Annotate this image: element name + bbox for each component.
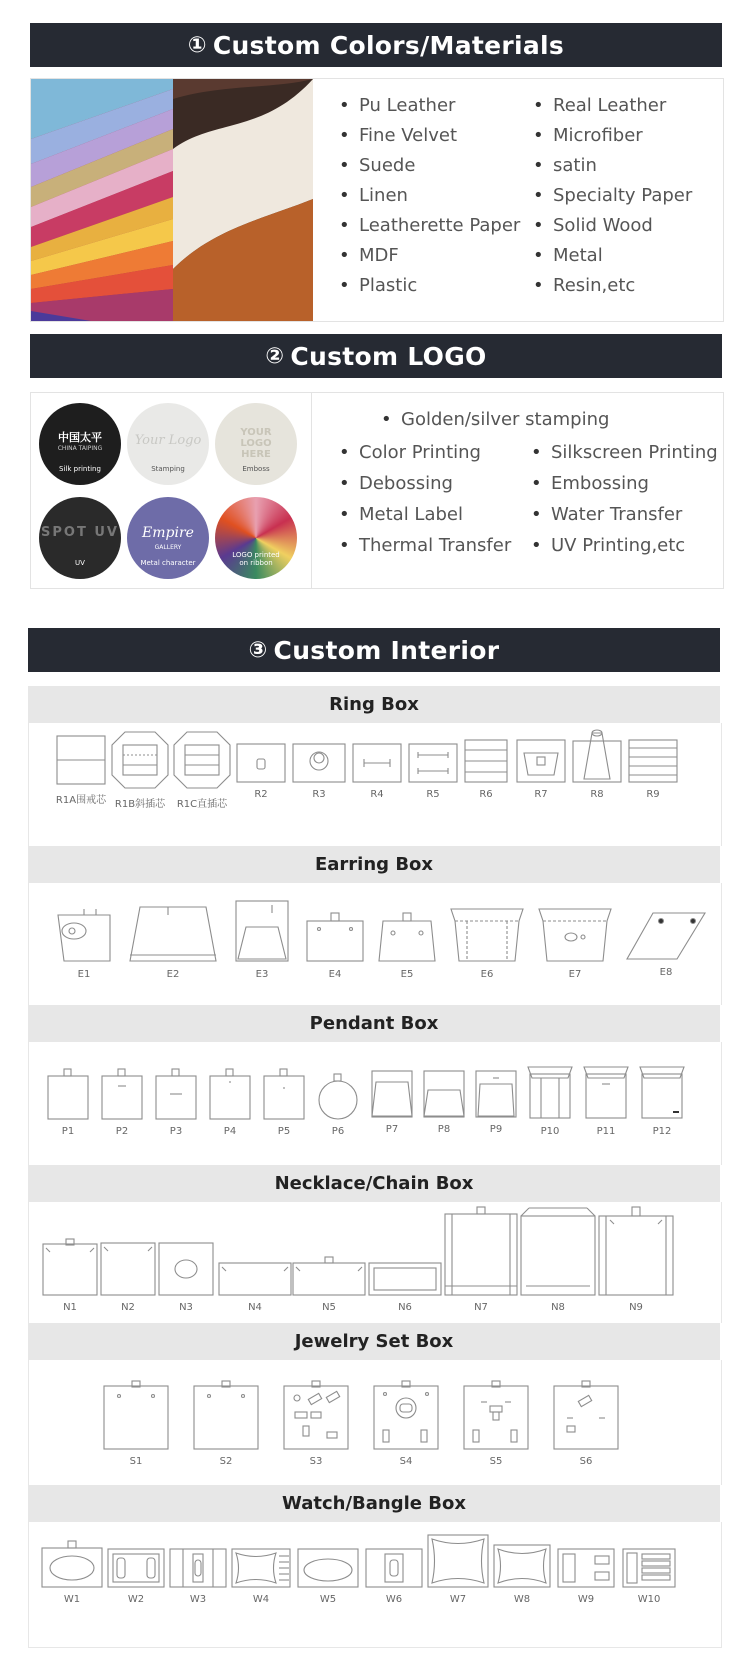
logo-banner — [30, 334, 722, 378]
materials-title: Custom Colors/Materials — [212, 30, 565, 60]
pendant-insert-p4 — [207, 1068, 253, 1137]
ring-box-diagrams — [28, 723, 722, 846]
r6-diagram — [464, 739, 508, 783]
item-label: W5 — [319, 1594, 337, 1605]
pendant-insert-p11 — [581, 1066, 631, 1137]
item-label: N6 — [398, 1302, 412, 1313]
s6-diagram — [553, 1380, 619, 1450]
r2-diagram — [236, 743, 286, 783]
watch-insert-w9 — [555, 1548, 617, 1605]
watch-box-header: Watch/Bangle Box — [28, 1485, 720, 1522]
p4-diagram — [209, 1068, 251, 1120]
e7-diagram — [537, 907, 613, 963]
logo-sample-text: 中国太平 — [58, 431, 102, 444]
necklace-insert-n7 — [443, 1206, 519, 1313]
logo-sample-sub: CHINA TAIPING — [57, 445, 103, 452]
logo-option: • Thermal Transfer — [359, 530, 511, 561]
ring-insert-r6 — [461, 739, 511, 800]
logo-sample-text: Empire — [142, 525, 194, 541]
material-item: • Pu Leather — [359, 91, 520, 121]
item-label: S2 — [219, 1456, 233, 1467]
item-label: W3 — [189, 1594, 207, 1605]
ring-insert-r1c — [171, 731, 233, 810]
logo-caption: LOGO printed on ribbon — [232, 551, 280, 567]
p8-diagram — [423, 1070, 465, 1118]
earring-insert-e4 — [303, 911, 367, 980]
item-label: R1C直插芯 — [176, 799, 228, 810]
item-label: N2 — [121, 1302, 135, 1313]
s4-diagram — [373, 1380, 439, 1450]
materials-list-left — [359, 91, 520, 301]
material-item: • Metal — [553, 241, 692, 271]
ring-insert-r2 — [233, 743, 289, 800]
earring-box-header: Earring Box — [28, 846, 720, 883]
item-label: W6 — [385, 1594, 403, 1605]
materials-banner — [30, 23, 722, 67]
item-label: R9 — [646, 789, 660, 800]
item-label: P10 — [540, 1126, 560, 1137]
item-label: E5 — [400, 969, 414, 980]
earring-box-diagrams — [28, 883, 722, 1005]
item-label: P4 — [223, 1126, 237, 1137]
r1a-diagram — [56, 735, 106, 785]
materials-list-right — [553, 91, 692, 301]
material-item: • Leatherette Paper — [359, 211, 520, 241]
s3-diagram — [283, 1380, 349, 1450]
r1c-diagram — [173, 731, 231, 789]
logo-option: • Metal Label — [359, 499, 511, 530]
material-item: • Solid Wood — [553, 211, 692, 241]
material-item: • Fine Velvet — [359, 121, 520, 151]
ring-box-header: Ring Box — [28, 686, 720, 723]
pendant-insert-p10 — [525, 1066, 575, 1137]
item-label: S1 — [129, 1456, 143, 1467]
logo-sample-ribbon — [215, 497, 297, 579]
material-item: • Suede — [359, 151, 520, 181]
logo-list-left — [359, 437, 511, 561]
earring-insert-e5 — [375, 911, 439, 980]
item-label: N3 — [179, 1302, 193, 1313]
r7-diagram — [516, 739, 566, 783]
logo-sample-sub: GALLERY — [154, 544, 182, 551]
p9-diagram — [475, 1070, 517, 1118]
logo-sample-silk — [39, 403, 121, 485]
item-label: E4 — [328, 969, 342, 980]
w10-diagram — [622, 1548, 676, 1588]
e2-diagram — [128, 905, 218, 963]
item-label: R4 — [370, 789, 384, 800]
logo-caption: UV — [75, 559, 85, 567]
pendant-insert-p8 — [421, 1070, 467, 1135]
ring-insert-r8 — [569, 727, 625, 800]
item-label: N9 — [629, 1302, 643, 1313]
material-item: • satin — [553, 151, 692, 181]
watch-insert-w5 — [295, 1548, 361, 1605]
necklace-insert-n1 — [41, 1238, 99, 1313]
necklace-insert-n4 — [217, 1262, 293, 1313]
n5-diagram — [292, 1256, 366, 1296]
logo-sample-text: SPOT UV — [41, 525, 119, 540]
ring-insert-r7 — [513, 739, 569, 800]
p12-diagram — [639, 1066, 685, 1120]
pendant-box-diagrams — [28, 1042, 722, 1165]
n7-diagram — [444, 1206, 518, 1296]
item-label: P12 — [652, 1126, 672, 1137]
item-label: S4 — [399, 1456, 413, 1467]
watch-insert-w6 — [363, 1548, 425, 1605]
item-label: P1 — [61, 1126, 75, 1137]
pendant-insert-p6 — [315, 1068, 361, 1137]
w7-diagram — [427, 1534, 489, 1588]
item-label: W4 — [252, 1594, 270, 1605]
r8-diagram — [572, 727, 622, 783]
s5-diagram — [463, 1380, 529, 1450]
necklace-insert-n8 — [519, 1206, 597, 1313]
logo-sample-emboss — [215, 403, 297, 485]
logo-panel — [30, 392, 724, 589]
necklace-insert-n9 — [597, 1206, 675, 1313]
item-label: R1B斜插芯 — [114, 799, 166, 810]
set-box-diagrams — [28, 1360, 722, 1485]
p11-diagram — [583, 1066, 629, 1120]
logo-option: • Water Transfer — [551, 499, 718, 530]
logo-caption: Metal character — [140, 559, 196, 567]
item-label: E1 — [77, 969, 91, 980]
necklace-insert-n5 — [291, 1256, 367, 1313]
section-number: ③ — [248, 637, 268, 663]
necklace-box-diagrams — [28, 1202, 722, 1323]
item-label: P6 — [331, 1126, 345, 1137]
n2-diagram — [100, 1242, 156, 1296]
item-label: S6 — [579, 1456, 593, 1467]
necklace-insert-n6 — [367, 1262, 443, 1313]
item-label: P11 — [596, 1126, 616, 1137]
set-insert-s5 — [461, 1380, 531, 1467]
watch-insert-w4 — [229, 1548, 293, 1605]
item-label: E6 — [480, 969, 494, 980]
item-label: E8 — [659, 967, 673, 978]
logo-samples — [31, 393, 312, 588]
e1-diagram — [54, 907, 114, 963]
logo-title: Custom LOGO — [290, 341, 487, 371]
logo-list-right — [551, 437, 718, 561]
logo-option: • Silkscreen Printing — [551, 437, 718, 468]
p1-diagram — [47, 1068, 89, 1120]
item-label: P3 — [169, 1126, 183, 1137]
logo-top-item — [401, 405, 609, 435]
earring-insert-e8 — [623, 911, 709, 978]
w8-diagram — [493, 1544, 551, 1588]
n1-diagram — [42, 1238, 98, 1296]
w6-diagram — [365, 1548, 423, 1588]
logo-sample-text: Your Logo — [134, 433, 202, 448]
paper-swatches-graphic — [31, 79, 173, 321]
color-swatches-image — [31, 79, 173, 321]
w2-diagram — [107, 1548, 165, 1588]
item-label: P7 — [385, 1124, 399, 1135]
pendant-insert-p3 — [153, 1068, 199, 1137]
set-insert-s2 — [191, 1380, 261, 1467]
item-label: W8 — [513, 1594, 531, 1605]
leather-image — [173, 79, 313, 321]
item-label: S5 — [489, 1456, 503, 1467]
logo-caption: Stamping — [151, 465, 185, 473]
watch-insert-w3 — [167, 1548, 229, 1605]
section-number: ① — [187, 32, 207, 58]
item-label: P2 — [115, 1126, 129, 1137]
interior-title: Custom Interior — [273, 635, 500, 665]
set-insert-s1 — [101, 1380, 171, 1467]
item-label: R3 — [312, 789, 326, 800]
item-label: P5 — [277, 1126, 291, 1137]
watch-insert-w1 — [39, 1540, 105, 1605]
watch-insert-w8 — [491, 1544, 553, 1605]
necklace-insert-n2 — [99, 1242, 157, 1313]
p6-diagram — [317, 1068, 359, 1120]
item-label: N1 — [63, 1302, 77, 1313]
p5-diagram — [263, 1068, 305, 1120]
item-label: N8 — [551, 1302, 565, 1313]
item-label: N4 — [248, 1302, 262, 1313]
ring-insert-r9 — [625, 739, 681, 800]
p7-diagram — [371, 1070, 413, 1118]
r4-diagram — [352, 743, 402, 783]
necklace-insert-n3 — [157, 1242, 215, 1313]
logo-option: • Embossing — [551, 468, 718, 499]
earring-insert-e3 — [229, 899, 295, 980]
material-item: • Plastic — [359, 271, 520, 301]
watch-insert-w10 — [619, 1548, 679, 1605]
item-label: P9 — [489, 1124, 503, 1135]
pendant-insert-p5 — [261, 1068, 307, 1137]
earring-insert-e7 — [535, 907, 615, 980]
logo-sample-metal — [127, 497, 209, 579]
pendant-insert-p12 — [637, 1066, 687, 1137]
n6-diagram — [368, 1262, 442, 1296]
w9-diagram — [557, 1548, 615, 1588]
item-label: P8 — [437, 1124, 451, 1135]
p10-diagram — [527, 1066, 573, 1120]
section-number: ② — [265, 343, 285, 369]
s1-diagram — [103, 1380, 169, 1450]
item-label: R2 — [254, 789, 268, 800]
watch-box-diagrams — [28, 1522, 722, 1648]
item-label: W10 — [637, 1594, 661, 1605]
ring-insert-r1a — [53, 735, 109, 806]
material-item: • Linen — [359, 181, 520, 211]
item-label: R7 — [534, 789, 548, 800]
material-item: • MDF — [359, 241, 520, 271]
logo-sample-text: YOUR LOGO HERE — [240, 427, 272, 460]
r5-diagram — [408, 743, 458, 783]
material-item: • Specialty Paper — [553, 181, 692, 211]
pendant-insert-p9 — [473, 1070, 519, 1135]
pendant-box-header: Pendant Box — [28, 1005, 720, 1042]
item-label: W1 — [63, 1594, 81, 1605]
earring-insert-e2 — [125, 905, 221, 980]
e8-diagram — [625, 911, 707, 961]
logo-sample-stamping — [127, 403, 209, 485]
item-label: N5 — [322, 1302, 336, 1313]
r3-diagram — [292, 743, 346, 783]
logo-option: • Golden/silver stamping — [401, 405, 609, 435]
item-label: W9 — [577, 1594, 595, 1605]
necklace-box-header: Necklace/Chain Box — [28, 1165, 720, 1202]
material-item: • Real Leather — [553, 91, 692, 121]
logo-caption: Emboss — [242, 465, 270, 473]
n3-diagram — [158, 1242, 214, 1296]
item-label: E3 — [255, 969, 269, 980]
set-insert-s3 — [281, 1380, 351, 1467]
set-box-header: Jewelry Set Box — [28, 1323, 720, 1360]
ring-insert-r4 — [349, 743, 405, 800]
e4-diagram — [305, 911, 365, 963]
p2-diagram — [101, 1068, 143, 1120]
set-insert-s4 — [371, 1380, 441, 1467]
s2-diagram — [193, 1380, 259, 1450]
item-label: W2 — [127, 1594, 145, 1605]
logo-caption: Silk printing — [59, 465, 101, 473]
leather-graphic — [173, 79, 313, 321]
item-label: E2 — [166, 969, 180, 980]
n8-diagram — [520, 1206, 596, 1296]
n4-diagram — [218, 1262, 292, 1296]
item-label: E7 — [568, 969, 582, 980]
earring-insert-e1 — [51, 907, 117, 980]
materials-panel — [30, 78, 724, 322]
pendant-insert-p2 — [99, 1068, 145, 1137]
e6-diagram — [449, 907, 525, 963]
n9-diagram — [598, 1206, 674, 1296]
w4-diagram — [231, 1548, 291, 1588]
pendant-insert-p1 — [45, 1068, 91, 1137]
item-label: R6 — [479, 789, 493, 800]
item-label: R8 — [590, 789, 604, 800]
watch-insert-w7 — [425, 1534, 491, 1605]
logo-option: • UV Printing,etc — [551, 530, 718, 561]
r1b-diagram — [111, 731, 169, 789]
item-label: S3 — [309, 1456, 323, 1467]
item-label: W7 — [449, 1594, 467, 1605]
e5-diagram — [377, 911, 437, 963]
earring-insert-e6 — [447, 907, 527, 980]
logo-option: • Color Printing — [359, 437, 511, 468]
w5-diagram — [297, 1548, 359, 1588]
interior-banner — [28, 628, 720, 672]
set-insert-s6 — [551, 1380, 621, 1467]
ring-insert-r1b — [109, 731, 171, 810]
ring-insert-r5 — [405, 743, 461, 800]
r9-diagram — [628, 739, 678, 783]
material-item: • Resin,etc — [553, 271, 692, 301]
p3-diagram — [155, 1068, 197, 1120]
item-label: R1A围戒芯 — [55, 795, 107, 806]
e3-diagram — [232, 899, 292, 963]
pendant-insert-p7 — [369, 1070, 415, 1135]
w3-diagram — [169, 1548, 227, 1588]
w1-diagram — [41, 1540, 103, 1588]
material-item: • Microfiber — [553, 121, 692, 151]
logo-option: • Debossing — [359, 468, 511, 499]
item-label: N7 — [474, 1302, 488, 1313]
watch-insert-w2 — [105, 1548, 167, 1605]
ring-insert-r3 — [289, 743, 349, 800]
item-label: R5 — [426, 789, 440, 800]
logo-sample-uv — [39, 497, 121, 579]
